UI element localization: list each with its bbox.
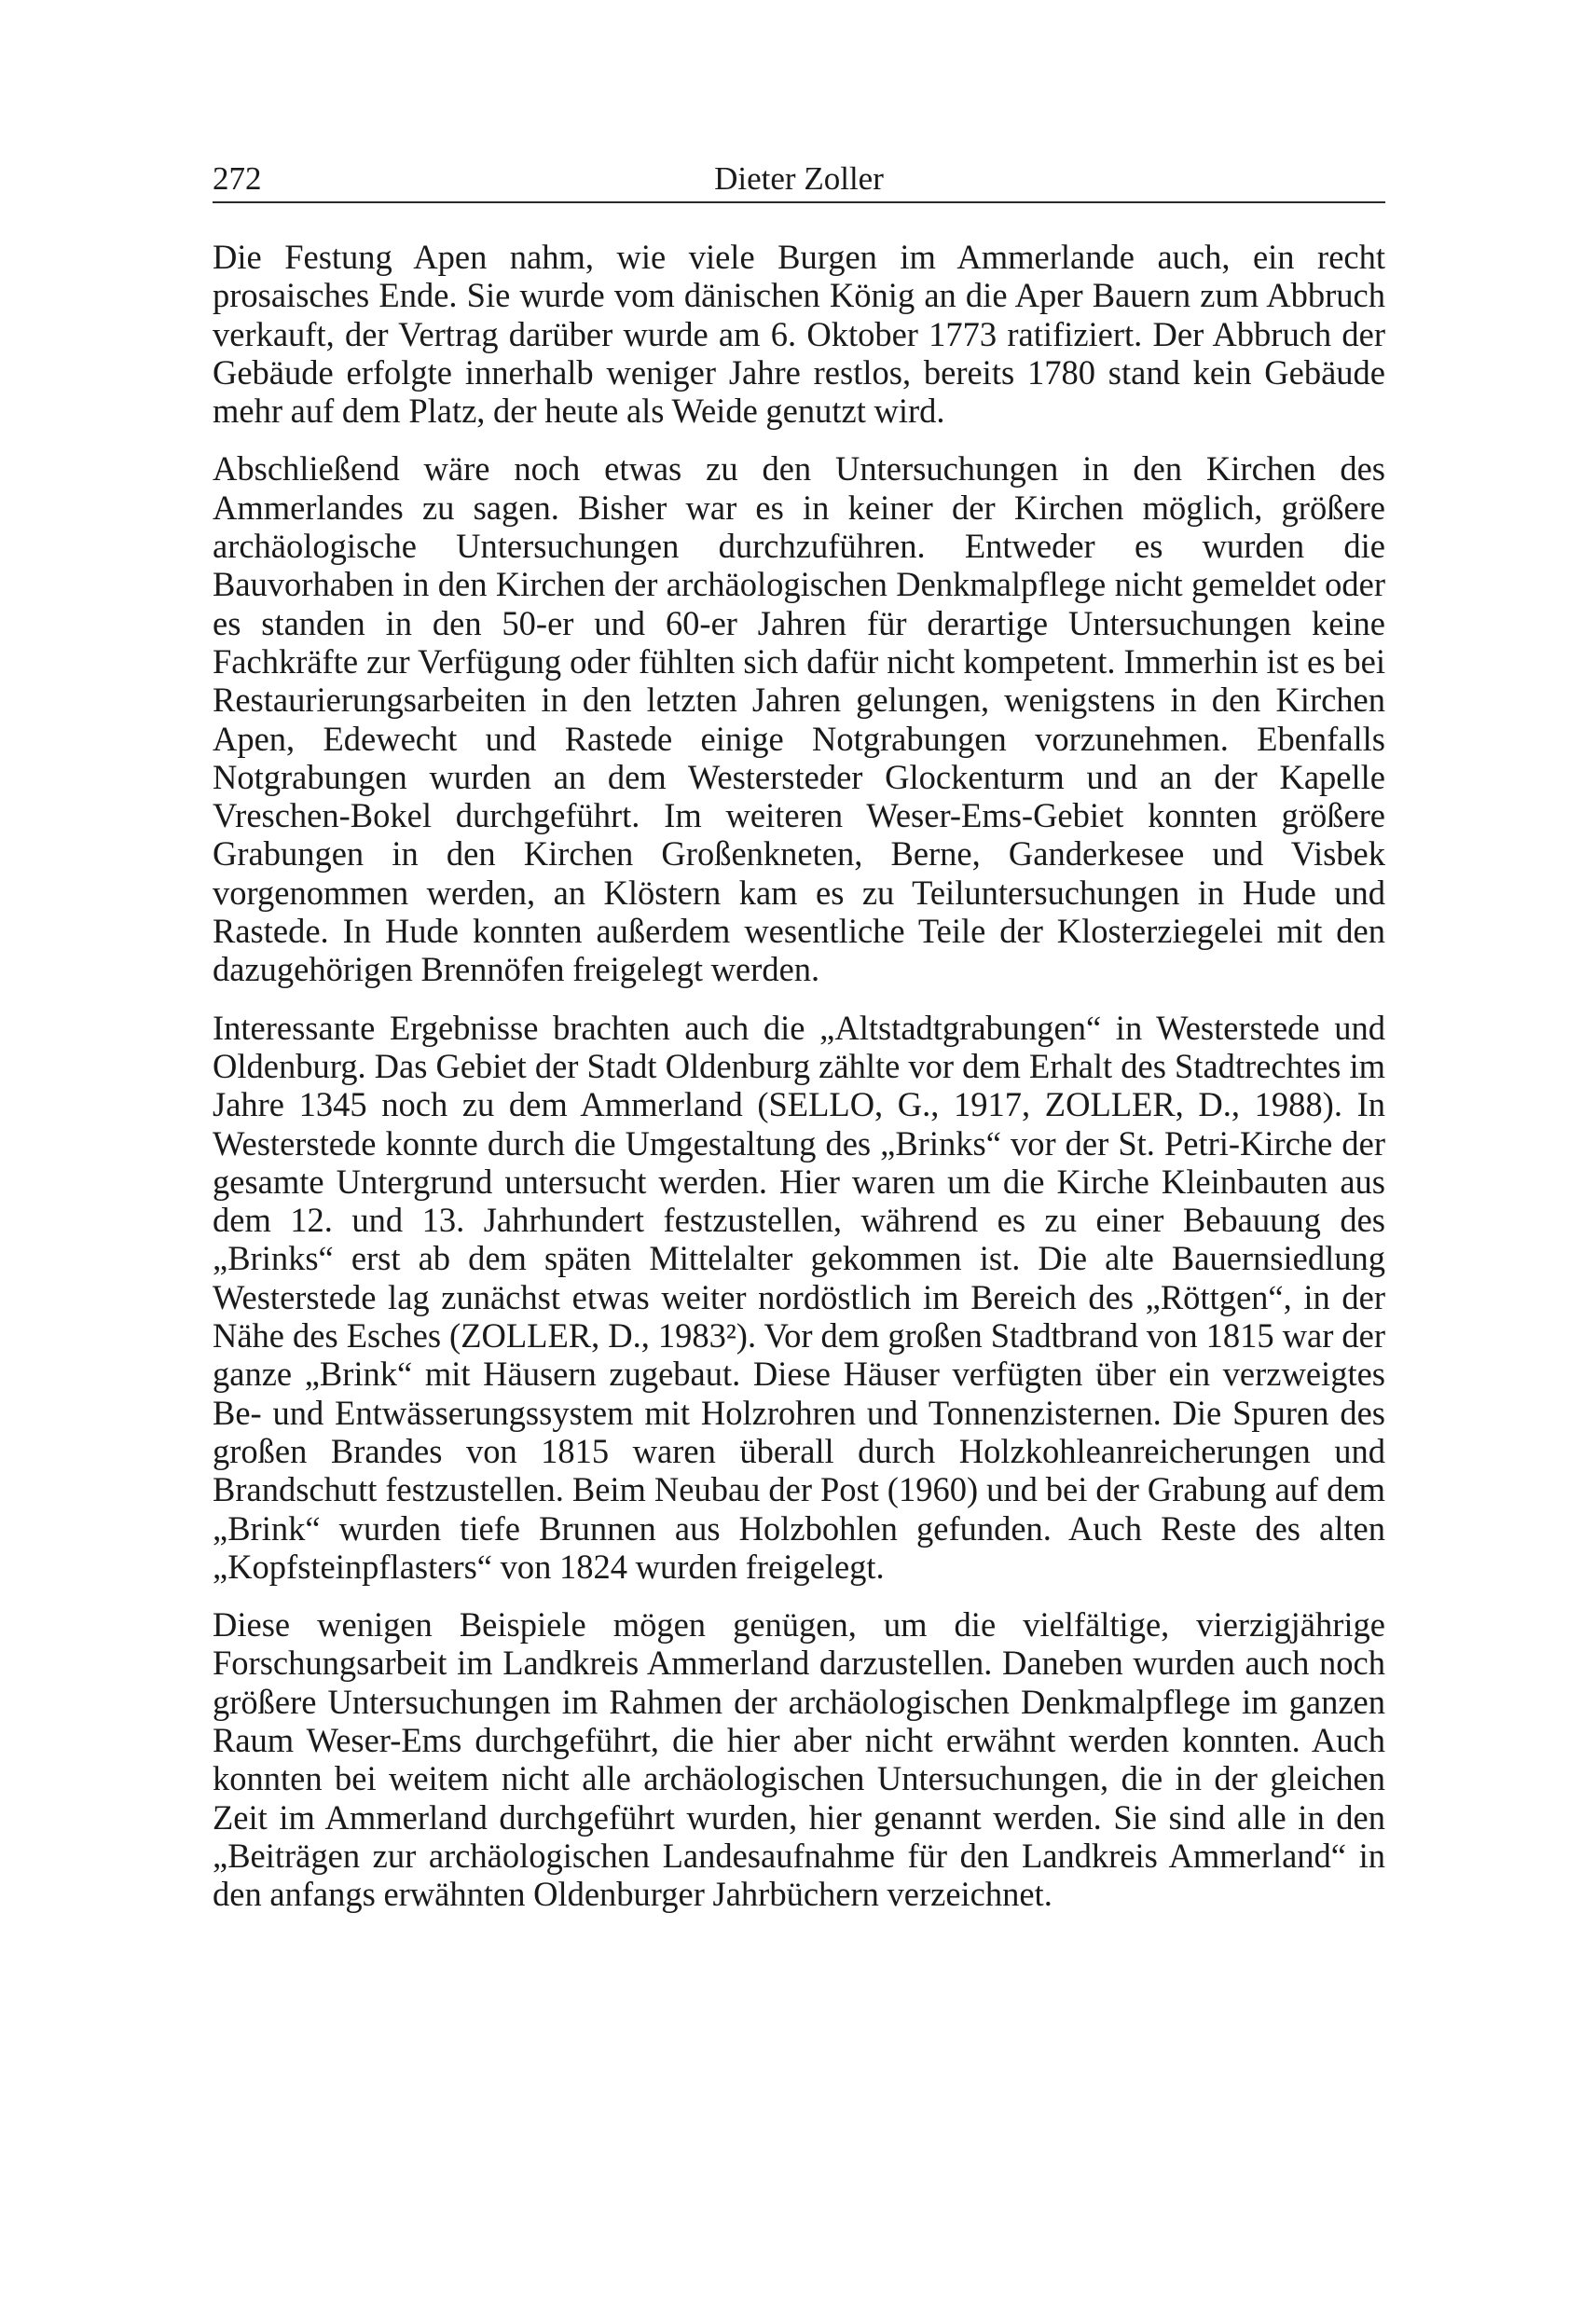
paragraph-kirchen-untersuchungen: Abschließend wäre noch etwas zu den Untersuchungen in den Kirchen des Ammerlandes zu sagen. Bisher war es in keiner der Kirchen möglich, größere archäologische Untersuchungen durchzuführen. Entweder es wurden die Bauvorhaben in den Kirchen der archäologischen Denkmalpflege nicht gemeldet oder es standen in den 50-er und 60-er Jahren für derartige Untersuchungen keine Fachkräfte zur Verfügung oder fühlten sich dafür nicht kompetent. Immerhin ist es bei Restaurierungsarbeiten in den letzten Jahren gelungen, wenigstens in den Kirchen Apen, Edewecht und Rastede einige Notgrabungen vorzunehmen. Ebenfalls Notgrabungen wurden an dem Westersteder Glockenturm und an der Kapelle Vreschen-Bokel durchgeführt. Im weiteren Weser-Ems-Gebiet konnten größere Grabungen in den Kirchen Großenkneten, Berne, Ganderkesee und Visbek vorgenommen werden, an Klöstern kam es zu Teiluntersuchungen in Hude und Rastede. In Hude konnten außerdem wesentliche Teile der Klosterziegelei mit den dazugehörigen Brennöfen freigelegt werden. bbox=[213, 449, 1385, 989]
running-header bbox=[213, 157, 1385, 203]
page-number: 272 bbox=[213, 160, 262, 197]
paragraph-festung-apen: Die Festung Apen nahm, wie viele Burgen im Ammerlande auch, ein recht prosaisches Ende. Sie wurde vom dänischen König an die Aper Bauern zum Abbruch verkauft, der Vertrag darüber wurde am 6. Oktober 1773 ratifiziert. Der Abbruch der Gebäude erfolgte innerhalb weniger Jahre restlos, bereits 1780 stand kein Gebäude mehr auf dem Platz, der heute als Weide genutzt wird. bbox=[213, 238, 1385, 431]
running-title: Dieter Zoller bbox=[714, 160, 884, 197]
body-text bbox=[213, 238, 1385, 1933]
paragraph-altstadtgrabungen: Interessante Ergebnisse brachten auch die „Altstadtgrabungen“ in Westerstede und Oldenburg. Das Gebiet der Stadt Oldenburg zählte vor dem Erhalt des Stadtrechtes im Jahre 1345 noch zu dem Ammerland (SELLO, G., 1917, ZOLLER, D., 1988). In Westerstede konnte durch die Umgestaltung des „Brinks“ vor der St. Petri-Kirche der gesamte Untergrund untersucht werden. Hier waren um die Kirche Kleinbauten aus dem 12. und 13. Jahrhundert festzustellen, während es zu einer Bebauung des „Brinks“ erst ab dem späten Mittelalter gekommen ist. Die alte Bauernsiedlung Westerstede lag zunächst etwas weiter nordöstlich im Bereich des „Röttgen“, in der Nähe des Esches (ZOLLER, D., 1983²). Vor dem großen Stadtbrand von 1815 war der ganze „Brink“ mit Häusern zugebaut. Diese Häuser verfügten über ein verzweigtes Be- und Entwässerungssystem mit Holzrohren und Tonnenzisternen. Die Spuren des großen Brandes von 1815 waren überall durch Holzkohleanreicherungen und Brandschutt festzustellen. Beim Neubau der Post (1960) und bei der Grabung auf dem „Brink“ wurden tiefe Brunnen aus Holzbohlen gefunden. Auch Reste des alten „Kopfsteinpflasters“ von 1824 wurden freigelegt. bbox=[213, 1008, 1385, 1586]
paragraph-schluss: Diese wenigen Beispiele mögen genügen, um die vielfältige, vierzigjährige Forschungsarbeit im Landkreis Ammerland darzustellen. Daneben wurden auch noch größere Untersuchungen im Rahmen der archäologischen Denkmalpflege im ganzen Raum Weser-Ems durchgeführt, die hier aber nicht erwähnt werden konnten. Auch konnten bei weitem nicht alle archäologischen Untersuchungen, die in der gleichen Zeit im Ammerland durchgeführt wurden, hier genannt werden. Sie sind alle in den „Beiträgen zur archäologischen Landesaufnahme für den Landkreis Ammerland“ in den anfangs erwähnten Oldenburger Jahrbüchern verzeichnet. bbox=[213, 1605, 1385, 1914]
